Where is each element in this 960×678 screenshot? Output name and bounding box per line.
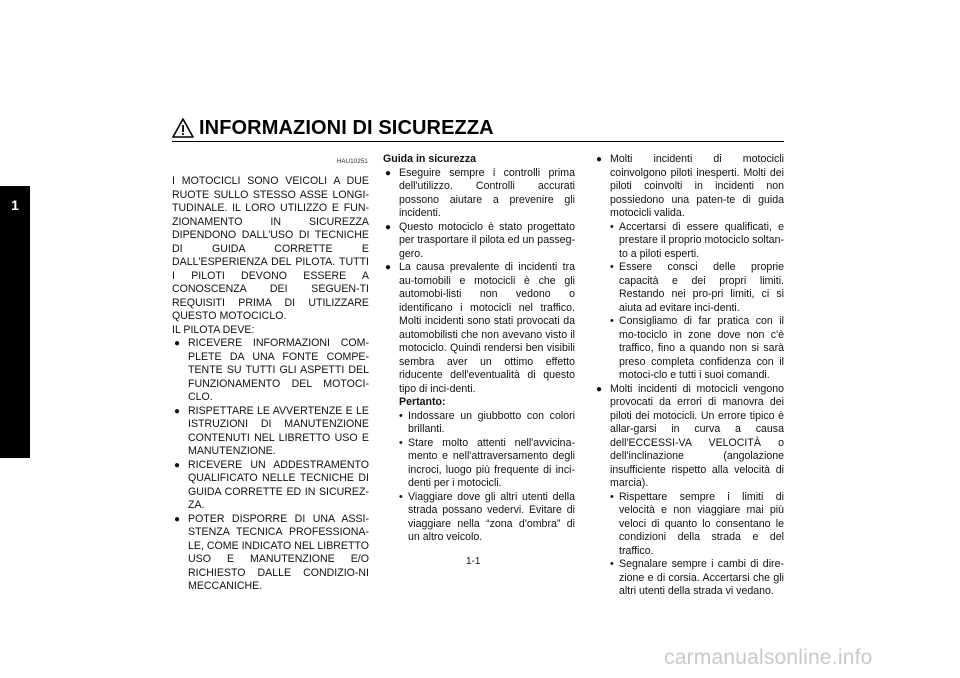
bullet-icon: ● xyxy=(596,383,603,395)
small-bullet-icon: • xyxy=(399,409,403,422)
chapter-tab xyxy=(0,186,30,458)
intro-paragraph: I MOTOCICLI SONO VEICOLI A DUE RUOTE SULLO STESSO ASSE LONGI-TUDINALE. IL LORO UTILIZZO E FUN-ZIONAMENTO IN SICUREZZA DIPENDONO DALL'USO DI TECNICHE DI GUIDA CORRETTE E DALL'ESPERIENZA DEL PILOTA. TUTTI I PILOTI DEVONO ESSERE A CONOSCENZA DEI SEGUEN-TI REQUISITI PRIMA DI UTILIZZARE QUESTO MOTOCICLO. xyxy=(172,175,369,322)
bullet-icon: ● xyxy=(174,459,181,471)
rider-must-label: IL PILOTA DEVE: xyxy=(172,323,255,336)
safe-riding-heading: Guida in sicurezza xyxy=(383,153,477,165)
column-3 xyxy=(594,153,784,599)
small-bullet-icon: • xyxy=(399,490,403,503)
section-code: HAU10251 xyxy=(337,159,368,165)
watermark: carmanualsonline.info xyxy=(664,646,873,669)
list-item: ● Molti incidenti di motocicli coinvolgono piloti inesperti. Molti dei piloti coinvolti in incidenti non possiedono una paten-te di guida motocicli valida. xyxy=(596,153,784,219)
sub-list-item: • Essere consci delle proprie capacità e dei propri limiti. Restando nei pro-pri limiti, ci si aiuta ad evitare inci-denti. xyxy=(610,261,784,314)
sub-list-item: • Accertarsi di essere qualificati, e prestare il proprio motociclo soltan-to a piloti esperti. xyxy=(610,220,784,260)
sub-list-item: • Stare molto attenti nell'avvicina-mento e nell'attraversamento degli incroci, luogo più frequente di inci-denti per i motocicli. xyxy=(399,436,575,489)
page-title-text: INFORMAZIONI DI SICUREZZA xyxy=(199,116,494,139)
sub-list-item: • Segnalare sempre i cambi di dire-zione e di corsia. Accertarsi che gli altri utenti della strada vi vedano. xyxy=(610,558,784,597)
list-item: ● La causa prevalente di incidenti tra au-tomobili e motocicli è che gli automobi-listi non vedono o identificano i motocicli nel traffico. Molti incidenti sono stati provocati da automobilisti che non avevano visto il motociclo. Quindi rendersi ben visibili sembra aver un ottimo effetto riducente dell'eventualità di questo tipo di inci-denti. xyxy=(385,261,575,395)
bullet-icon: ● xyxy=(174,338,181,349)
small-bullet-icon: • xyxy=(610,490,614,503)
chapter-tab-number: 1 xyxy=(11,197,19,213)
small-bullet-icon: • xyxy=(610,220,614,233)
list-item: ● Eseguire sempre i controlli prima dell'utilizzo. Controlli accurati possono aiutare a prevenire gli incidenti. xyxy=(385,166,575,219)
list-item: ● Molti incidenti di motocicli vengono provocati da errori di manovra dei piloti dei motocicli. Un errore tipico è allar-garsi in curva a causa dell'ECCESSI-VA VELOCITÀ o dell'inclinazione (angolazione insufficiente rispetto alla velocità di marcia). xyxy=(596,382,784,489)
bullet-icon: ● xyxy=(385,167,392,179)
list-item: ● Questo motociclo è stato progettato per trasportare il pilota ed un passeg-gero. xyxy=(385,220,575,260)
list-item: ● RICEVERE INFORMAZIONI COM-PLETE DA UNA FONTE COMPE-TENTE SU TUTTI GLI ASPETTI DEL FUNZIONAMENTO DEL MOTOCI-CLO. xyxy=(174,337,369,403)
bullet-icon: ● xyxy=(596,154,603,165)
page-number: 1-1 xyxy=(466,556,481,567)
small-bullet-icon: • xyxy=(610,558,614,570)
sub-list-item: • Viaggiare dove gli altri utenti della strada possano vedervi. Evitare di viaggiare nella “zona d'ombra” di un altro veicolo. xyxy=(399,490,575,543)
sub-list-item: • Consigliamo di far pratica con il mo-tociclo in zone dove non c'è traffico, fino a quando non si sarà preso completa confidenza con il motoci-clo e tutti i suoi comandi. xyxy=(610,315,784,381)
sub-list-item: • Rispettare sempre i limiti di velocità e non viaggiare mai più veloci di quanto lo consentano le condizioni della strada e del traffico. xyxy=(610,490,784,557)
title-rule xyxy=(172,141,784,142)
therefore-label: Pertanto: xyxy=(399,396,446,408)
list-item: ● POTER DISPORRE DI UNA ASSI-STENZA TECNICA PROFESSIONA-LE, COME INDICATO NEL LIBRETTO USO E MANUTENZIONE E/O RICHIESTO DALLE CONDIZIO-NI MECCANICHE. xyxy=(174,512,369,592)
list-item: ● RICEVERE UN ADDESTRAMENTO QUALIFICATO NELLE TECNICHE DI GUIDA CORRETTE ED IN SICUREZ-ZA. xyxy=(174,458,369,511)
page-title xyxy=(172,115,494,141)
small-bullet-icon: • xyxy=(610,315,614,327)
small-bullet-icon: • xyxy=(399,436,403,449)
bullet-icon: ● xyxy=(174,405,181,417)
bullet-icon: ● xyxy=(385,221,392,233)
list-item: ● RISPETTARE LE AVVERTENZE E LE ISTRUZIONI DI MANUTENZIONE CONTENUTI NEL LIBRETTO USO E MANUTENZIONE. xyxy=(174,404,369,457)
warning-triangle-icon xyxy=(172,117,194,139)
bullet-icon: ● xyxy=(385,262,392,273)
small-bullet-icon: • xyxy=(610,261,614,273)
column-2 xyxy=(383,153,575,545)
bullet-icon: ● xyxy=(174,513,181,525)
column-1 xyxy=(172,175,369,594)
sub-list-item: • Indossare un giubbotto con colori brillanti. xyxy=(399,409,575,435)
